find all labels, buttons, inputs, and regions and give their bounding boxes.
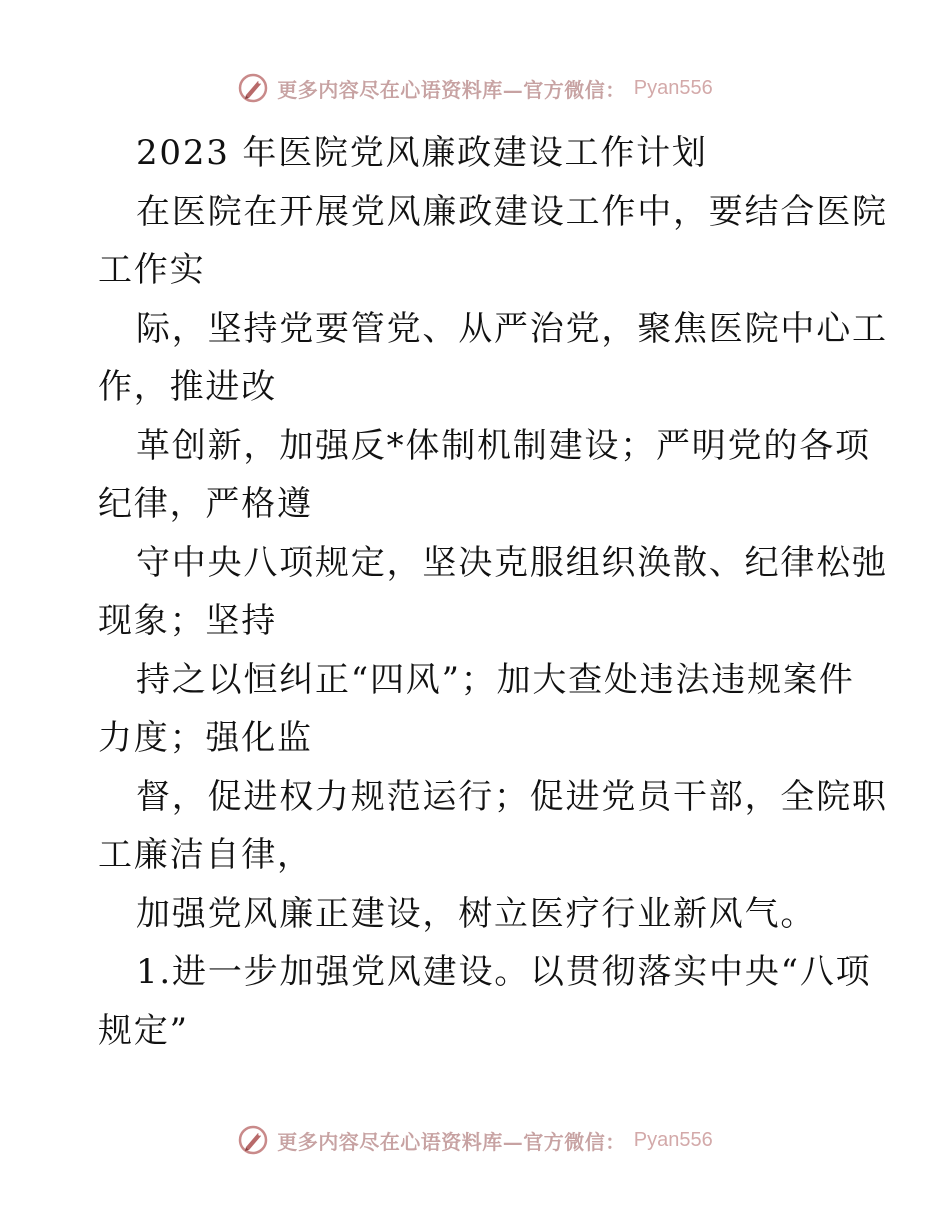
text-line: 1.进一步加强党风建设。以贯彻落实中央“八项 (136, 952, 872, 992)
text-line: 持之以恒纠正“四风”；加大查处违法违规案件 (136, 659, 855, 700)
text-line: 作，推进改 (98, 367, 277, 407)
text-line: 现象；坚持 (98, 601, 277, 641)
pen-circle-logo-icon (237, 1124, 269, 1156)
text-line: 工作实 (98, 250, 206, 290)
text-line: 际，坚持党要管党、从严治党，聚焦医院中心工 (136, 308, 888, 349)
footer-watermark (0, 1124, 950, 1156)
text-line: 规定” (98, 1010, 189, 1051)
document-title: 2023 年医院党风廉政建设工作计划 (136, 133, 708, 173)
text-line: 纪律，严格遵 (98, 484, 313, 524)
text-line: 革创新，加强反*体制机制建设；严明党的各项 (136, 425, 871, 466)
watermark-wechat-id: Pyan556 (633, 1128, 713, 1151)
text-line: 加强党风廉正建设，树立医疗行业新风气。 (136, 893, 817, 934)
text-line: 守中央八项规定，坚决克服组织涣散、纪律松弛 (136, 542, 888, 583)
pen-circle-logo-icon (237, 72, 269, 104)
header-watermark (0, 72, 950, 104)
watermark-wechat-id: Pyan556 (633, 76, 713, 99)
text-line: 督，促进权力规范运行；促进党员干部，全院职 (136, 776, 888, 817)
watermark-text: 更多内容尽在心语资料库—官方微信： (277, 77, 626, 102)
text-line: 力度；强化监 (98, 718, 313, 758)
document-body (98, 124, 888, 1060)
text-line: 工廉洁自律， (98, 835, 313, 875)
text-line: 在医院在开展党风廉政建设工作中，要结合医院 (136, 191, 888, 232)
watermark-text: 更多内容尽在心语资料库—官方微信： (277, 1129, 626, 1154)
